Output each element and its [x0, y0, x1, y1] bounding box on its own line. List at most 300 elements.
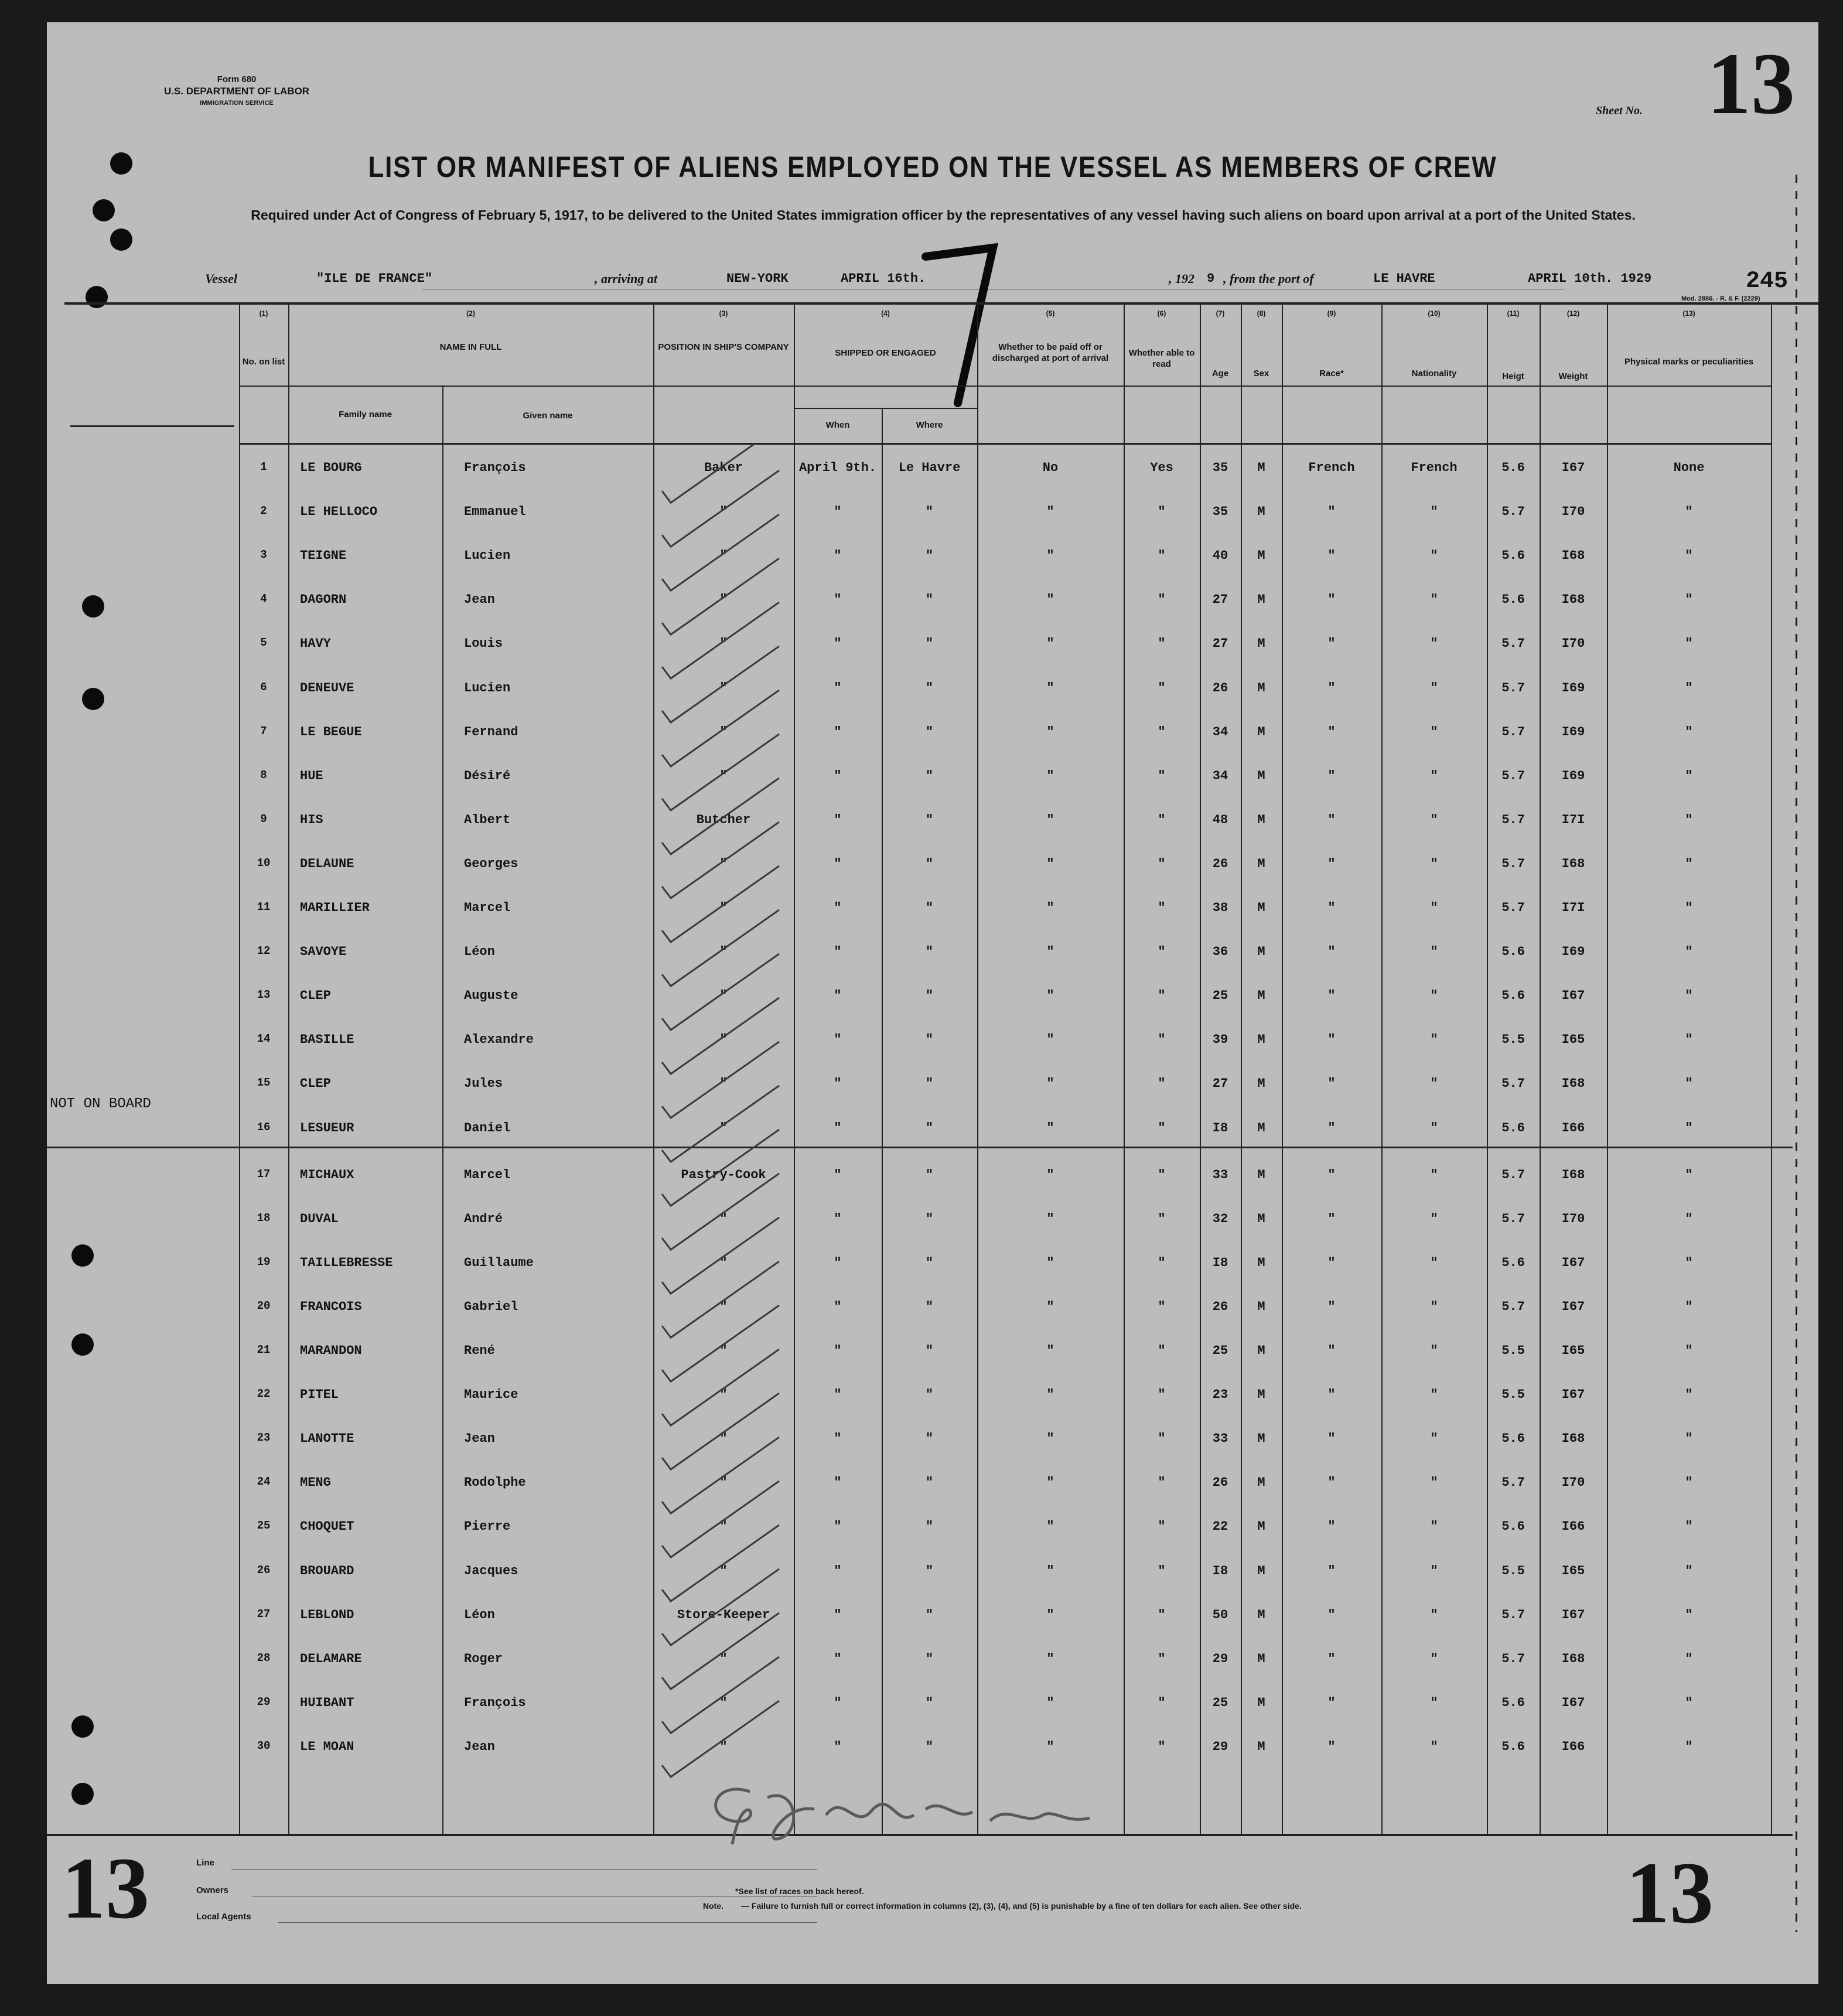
cell-where: " [925, 1652, 934, 1666]
cell-where: " [925, 504, 934, 519]
cell-position: " [719, 1256, 728, 1270]
check-mark [662, 1086, 779, 1162]
cell-weight: I68 [1561, 857, 1585, 871]
cell-when: " [834, 681, 842, 695]
col-number: (5) [1046, 309, 1055, 318]
cell-marks: " [1685, 1652, 1693, 1666]
cell-weight: I70 [1561, 1475, 1585, 1490]
cell-where: " [925, 548, 934, 563]
cell-nat: " [1430, 1076, 1438, 1091]
cell-height: 5.7 [1501, 1299, 1525, 1314]
check-mark [662, 1657, 779, 1733]
col-number: (12) [1566, 309, 1580, 318]
cell-race: " [1327, 1299, 1336, 1314]
cell-family: LANOTTE [300, 1431, 354, 1446]
cell-family: DAGORN [300, 592, 347, 607]
cell-paid: " [1046, 1387, 1054, 1402]
cell-race: " [1327, 636, 1336, 651]
cell-given: Daniel [464, 1121, 511, 1135]
cell-position: " [719, 944, 728, 959]
header-shipped: SHIPPED OR ENGAGED [835, 348, 936, 358]
cell-read: " [1158, 681, 1166, 695]
cell-read: " [1158, 1168, 1166, 1182]
cell-paid: " [1046, 1696, 1054, 1710]
cell-when: " [834, 636, 842, 651]
cell-paid: " [1046, 1032, 1054, 1047]
cell-read: " [1158, 988, 1166, 1003]
header-bottom-rule [239, 443, 1771, 445]
cell-position: " [719, 592, 728, 607]
check-mark [662, 1701, 779, 1777]
form-header [164, 74, 309, 109]
cell-where: " [925, 769, 934, 783]
cell-weight: I65 [1561, 1343, 1585, 1358]
cell-when: " [834, 769, 842, 783]
col-divider [1487, 302, 1488, 1835]
cell-read: Yes [1150, 460, 1173, 475]
cell-where: " [925, 857, 934, 871]
cell-no: 10 [257, 857, 271, 869]
cell-position: " [719, 1431, 728, 1446]
cell-weight: I69 [1561, 944, 1585, 959]
cell-height: 5.6 [1501, 1739, 1525, 1754]
line-label: Line [196, 1858, 214, 1868]
cell-nat: " [1430, 1739, 1438, 1754]
cell-given: Maurice [464, 1387, 518, 1402]
cell-age: 39 [1212, 1032, 1228, 1047]
check-mark [662, 778, 779, 854]
note-text: — Failure to furnish full or correct information in columns (2), (3), (4), and (5) is punishable by a fine of ten dollars for each alien. See other side. [741, 1901, 1302, 1911]
cell-nat: " [1430, 988, 1438, 1003]
cell-family: CLEP [300, 1076, 331, 1091]
cell-race: " [1327, 1652, 1336, 1666]
cell-where: " [925, 813, 934, 827]
cell-marks: " [1685, 1519, 1693, 1534]
cell-where: " [925, 1519, 934, 1534]
cell-age: 33 [1212, 1168, 1228, 1182]
cell-position: " [719, 504, 728, 519]
cell-marks: " [1685, 548, 1693, 563]
check-mark [662, 1569, 779, 1645]
binder-hole [86, 286, 108, 308]
check-mark [662, 602, 779, 678]
cell-marks: " [1685, 1475, 1693, 1490]
cell-marks: " [1685, 1032, 1693, 1047]
cell-where: " [925, 1076, 934, 1091]
cell-marks: " [1685, 636, 1693, 651]
header-when: When [825, 420, 850, 430]
header-race: Race* [1319, 369, 1344, 378]
cell-paid: " [1046, 1076, 1054, 1091]
binder-hole [93, 199, 115, 221]
arrival-date: APRIL 16th. [841, 271, 926, 286]
cell-marks: " [1685, 1299, 1693, 1314]
cell-height: 5.7 [1501, 681, 1525, 695]
cell-read: " [1158, 900, 1166, 915]
cell-no: 5 [260, 636, 267, 649]
cell-nat: " [1430, 1696, 1438, 1710]
cell-position: " [719, 857, 728, 871]
cell-position: " [719, 769, 728, 783]
cell-when: " [834, 504, 842, 519]
cell-family: FRANCOIS [300, 1299, 362, 1314]
cell-race: " [1327, 944, 1336, 959]
cell-position: " [719, 1564, 728, 1578]
check-mark [662, 514, 779, 591]
form-number: Form 680 [217, 74, 257, 84]
cell-weight: I69 [1561, 681, 1585, 695]
departure-port: LE HAVRE [1373, 271, 1435, 286]
cell-when: " [834, 1475, 842, 1490]
cell-paid: " [1046, 681, 1054, 695]
cell-family: CLEP [300, 988, 331, 1003]
cell-paid: " [1046, 1121, 1054, 1135]
cell-given: Emmanuel [464, 504, 526, 519]
cell-no: 9 [260, 813, 267, 825]
cell-read: " [1158, 857, 1166, 871]
cell-where: " [925, 1564, 934, 1578]
cell-no: 23 [257, 1431, 271, 1444]
cell-height: 5.5 [1501, 1387, 1525, 1402]
cell-height: 5.6 [1501, 988, 1525, 1003]
cell-given: Alexandre [464, 1032, 534, 1047]
cell-where: " [925, 1343, 934, 1358]
cell-read: " [1158, 1387, 1166, 1402]
cell-family: DELAMARE [300, 1652, 362, 1666]
cell-marks: " [1685, 1076, 1693, 1091]
position-check-marks [653, 444, 794, 1833]
cell-sex: M [1257, 769, 1265, 783]
cell-nat: " [1430, 548, 1438, 563]
cell-paid: " [1046, 769, 1054, 783]
cell-where: " [925, 1608, 934, 1622]
cell-sex: M [1257, 1652, 1265, 1666]
cell-read: " [1158, 1212, 1166, 1226]
col-number: (13) [1682, 309, 1695, 318]
cell-weight: I66 [1561, 1519, 1585, 1534]
cell-marks: " [1685, 1696, 1693, 1710]
cell-read: " [1158, 1519, 1166, 1534]
cell-sex: M [1257, 725, 1265, 739]
check-mark [662, 1174, 779, 1250]
stamp-number-left: 13 [62, 1840, 149, 1937]
cell-weight: I66 [1561, 1739, 1585, 1754]
cell-paid: " [1046, 636, 1054, 651]
cell-no: 25 [257, 1519, 271, 1532]
cell-race: " [1327, 681, 1336, 695]
cell-height: 5.6 [1501, 944, 1525, 959]
cell-given: François [464, 460, 526, 475]
cell-height: 5.7 [1501, 1168, 1525, 1182]
cell-position: " [719, 681, 728, 695]
cell-when: " [834, 1519, 842, 1534]
cell-paid: " [1046, 1652, 1054, 1666]
cell-paid: " [1046, 1739, 1054, 1754]
vessel-line [205, 271, 237, 286]
cell-age: 29 [1212, 1739, 1228, 1754]
col-divider [1771, 302, 1772, 1835]
cell-no: 17 [257, 1168, 271, 1181]
department-name: U.S. DEPARTMENT OF LABOR [164, 86, 310, 97]
cell-given: Jean [464, 1739, 495, 1754]
col-divider [239, 302, 240, 1835]
check-mark [662, 822, 779, 898]
cell-given: Rodolphe [464, 1475, 526, 1490]
cell-where: " [925, 1121, 934, 1135]
cell-paid: " [1046, 1343, 1054, 1358]
cell-no: 11 [257, 900, 271, 913]
cell-nat: " [1430, 1256, 1438, 1270]
service-name: IMMIGRATION SERVICE [200, 100, 274, 107]
cell-read: " [1158, 813, 1166, 827]
cell-nat: " [1430, 1519, 1438, 1534]
cell-position: " [719, 1212, 728, 1226]
cell-height: 5.7 [1501, 1212, 1525, 1226]
cell-age: 48 [1212, 813, 1228, 827]
cell-given: François [464, 1696, 526, 1710]
cell-height: 5.6 [1501, 1256, 1525, 1270]
cell-given: Gabriel [464, 1299, 518, 1314]
cell-weight: I69 [1561, 769, 1585, 783]
cell-when: " [834, 1299, 842, 1314]
cell-family: DENEUVE [300, 681, 354, 695]
cell-nat: " [1430, 769, 1438, 783]
cell-where: " [925, 592, 934, 607]
cell-race: " [1327, 1475, 1336, 1490]
cell-sex: M [1257, 1032, 1265, 1047]
cell-read: " [1158, 1343, 1166, 1358]
cell-marks: " [1685, 1608, 1693, 1622]
cell-height: 5.7 [1501, 1652, 1525, 1666]
cell-height: 5.6 [1501, 548, 1525, 563]
cell-race: " [1327, 1387, 1336, 1402]
cell-marks: " [1685, 857, 1693, 871]
check-mark [662, 646, 779, 722]
cell-race: " [1327, 1168, 1336, 1182]
header-name-in-full: NAME IN FULL [439, 342, 502, 352]
cell-age: 26 [1212, 1475, 1228, 1490]
binder-hole [82, 688, 104, 710]
cell-where: " [925, 1212, 934, 1226]
cell-height: 5.7 [1501, 504, 1525, 519]
cell-when: " [834, 1076, 842, 1091]
col-divider [1124, 302, 1125, 1835]
cell-given: Guillaume [464, 1256, 534, 1270]
col-number: (4) [881, 309, 890, 318]
cell-where: " [925, 1431, 934, 1446]
cell-weight: I68 [1561, 592, 1585, 607]
cell-no: 1 [260, 460, 267, 473]
cell-race: " [1327, 548, 1336, 563]
cell-family: LESUEUR [300, 1121, 354, 1135]
cell-family: MICHAUX [300, 1168, 354, 1182]
cell-position: Baker [704, 460, 743, 475]
cell-no: 18 [257, 1212, 271, 1224]
cell-paid: " [1046, 504, 1054, 519]
header-family-name: Family name [339, 410, 392, 419]
cell-sex: M [1257, 1212, 1265, 1226]
cell-paid: " [1046, 1519, 1054, 1534]
cell-read: " [1158, 1076, 1166, 1091]
cell-paid: " [1046, 1475, 1054, 1490]
check-mark [662, 910, 779, 986]
cell-nat: " [1430, 1212, 1438, 1226]
cell-marks: " [1685, 1256, 1693, 1270]
cell-when: " [834, 1168, 842, 1182]
cell-position: " [719, 1519, 728, 1534]
cell-sex: M [1257, 1475, 1265, 1490]
cell-age: 32 [1212, 1212, 1228, 1226]
cell-position: " [719, 1121, 728, 1135]
binder-hole [110, 228, 132, 251]
cell-age: 26 [1212, 681, 1228, 695]
col-divider [1381, 302, 1383, 1835]
col-number: (11) [1507, 309, 1520, 318]
cell-family: LE HELLOCO [300, 504, 378, 519]
cell-where: " [925, 725, 934, 739]
owners-label: Owners [196, 1885, 229, 1895]
cell-paid: " [1046, 813, 1054, 827]
cell-position: " [719, 548, 728, 563]
arrival-port: NEW-YORK [726, 271, 789, 286]
cell-family: HIS [300, 813, 323, 827]
cell-age: 34 [1212, 725, 1228, 739]
cell-race: " [1327, 857, 1336, 871]
cell-nat: " [1430, 1652, 1438, 1666]
col-number: (2) [466, 309, 475, 318]
col-divider [1282, 302, 1283, 1835]
cell-position: " [719, 1076, 728, 1091]
cell-height: 5.7 [1501, 636, 1525, 651]
cell-where: Le Havre [898, 460, 961, 475]
cell-no: 22 [257, 1387, 271, 1400]
cell-race: " [1327, 900, 1336, 915]
sheet-number: 13 [1707, 35, 1795, 132]
cell-nat: " [1430, 1475, 1438, 1490]
cell-race: " [1327, 1343, 1336, 1358]
cell-race: " [1327, 1519, 1336, 1534]
cell-when: " [834, 1696, 842, 1710]
cell-paid: " [1046, 857, 1054, 871]
cell-nat: " [1430, 900, 1438, 915]
col-number: (6) [1157, 309, 1166, 318]
cell-given: Jean [464, 1431, 495, 1446]
cell-height: 5.7 [1501, 725, 1525, 739]
cell-given: Jules [464, 1076, 503, 1091]
cell-no: 16 [257, 1121, 271, 1134]
races-note: *See list of races on back hereof. [735, 1887, 864, 1896]
cell-sex: M [1257, 1168, 1265, 1182]
cell-race: " [1327, 1564, 1336, 1578]
cell-given: Jean [464, 592, 495, 607]
stamp-number-right: 13 [1626, 1844, 1714, 1942]
cell-paid: " [1046, 592, 1054, 607]
cell-given: Roger [464, 1652, 503, 1666]
cell-race: " [1327, 1212, 1336, 1226]
cell-where: " [925, 1739, 934, 1754]
cell-race: " [1327, 1431, 1336, 1446]
binder-hole [71, 1333, 94, 1356]
cell-sex: M [1257, 1343, 1265, 1358]
check-mark [662, 998, 779, 1074]
cell-age: I8 [1212, 1256, 1228, 1270]
cell-weight: I67 [1561, 988, 1585, 1003]
departure-date: APRIL 10th. 1929 [1528, 271, 1652, 286]
col-number: (1) [259, 309, 268, 318]
cell-weight: I68 [1561, 1076, 1585, 1091]
cell-weight: I68 [1561, 548, 1585, 563]
cell-age: 29 [1212, 1652, 1228, 1666]
cell-weight: I68 [1561, 1168, 1585, 1182]
cell-position: Store-Keeper [677, 1608, 770, 1622]
check-mark [662, 558, 779, 635]
check-mark [662, 690, 779, 766]
cell-where: " [925, 988, 934, 1003]
strike-line [47, 1147, 1793, 1148]
cell-age: 27 [1212, 636, 1228, 651]
cell-no: 2 [260, 504, 267, 517]
cell-marks: " [1685, 1564, 1693, 1578]
cell-weight: I66 [1561, 1121, 1585, 1135]
cell-no: 21 [257, 1343, 271, 1356]
cell-given: Marcel [464, 1168, 511, 1182]
cell-marks: " [1685, 1739, 1693, 1754]
cell-height: 5.7 [1501, 813, 1525, 827]
check-mark [662, 1042, 779, 1118]
cell-sex: M [1257, 1076, 1265, 1091]
cell-when: " [834, 1564, 842, 1578]
cell-family: TEIGNE [300, 548, 347, 563]
shipped-subrule [794, 408, 977, 409]
cell-nat: " [1430, 1431, 1438, 1446]
cell-read: " [1158, 1121, 1166, 1135]
cell-where: " [925, 944, 934, 959]
cell-where: " [925, 1696, 934, 1710]
check-mark [662, 1261, 779, 1338]
cell-position: " [719, 1475, 728, 1490]
cell-no: 14 [257, 1032, 271, 1045]
binder-hole [82, 595, 104, 618]
cell-read: " [1158, 1431, 1166, 1446]
cell-marks: " [1685, 944, 1693, 959]
cell-position: " [719, 636, 728, 651]
cell-where: " [925, 1032, 934, 1047]
cell-sex: M [1257, 1608, 1265, 1622]
cell-when: " [834, 548, 842, 563]
cell-nat: " [1430, 813, 1438, 827]
cell-race: " [1327, 813, 1336, 827]
cell-sex: M [1257, 857, 1265, 871]
signature [680, 1768, 1101, 1856]
binder-hole [71, 1244, 94, 1267]
cell-read: " [1158, 769, 1166, 783]
cell-nat: " [1430, 1343, 1438, 1358]
cell-no: 3 [260, 548, 267, 561]
cell-marks: " [1685, 592, 1693, 607]
cell-weight: I7I [1561, 900, 1585, 915]
check-mark [662, 1349, 779, 1425]
cell-family: MENG [300, 1475, 331, 1490]
cell-height: 5.5 [1501, 1032, 1525, 1047]
cell-when: " [834, 1212, 842, 1226]
cell-weight: I65 [1561, 1564, 1585, 1578]
cell-no: 24 [257, 1475, 271, 1488]
cell-read: " [1158, 1032, 1166, 1047]
cell-paid: " [1046, 1168, 1054, 1182]
cell-read: " [1158, 504, 1166, 519]
cell-sex: M [1257, 1387, 1265, 1402]
col-number: (7) [1216, 309, 1225, 318]
